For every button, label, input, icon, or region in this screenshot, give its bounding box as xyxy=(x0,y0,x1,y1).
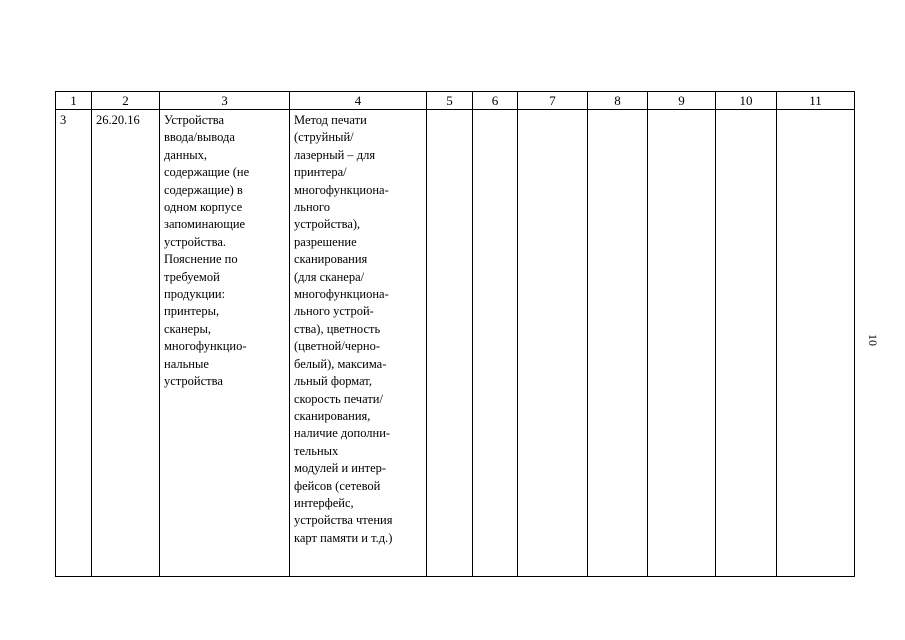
empty-cell-8 xyxy=(588,110,648,577)
characteristics-cell xyxy=(290,110,427,577)
okpd-code-cell: 26.20.16 xyxy=(92,110,160,577)
product-name-line: сканеры, xyxy=(164,321,211,336)
empty-cell-7 xyxy=(518,110,588,577)
table-header-row xyxy=(56,92,855,110)
product-name-line: устройства. xyxy=(164,234,227,249)
product-name-line: продукции: xyxy=(164,287,226,302)
characteristics-line: карт памяти и т.д.) xyxy=(294,530,393,545)
product-name-line: требуемой xyxy=(164,269,220,284)
product-name-cell xyxy=(160,110,290,577)
product-name-line: устройства xyxy=(164,374,223,389)
product-name-line: многофункцио- xyxy=(164,339,247,354)
characteristics-line: принтера/ xyxy=(294,165,347,180)
product-name-line: содержащие (не xyxy=(164,165,250,180)
column-number-8: 8 xyxy=(588,92,648,110)
characteristics-line: интерфейс, xyxy=(294,495,354,510)
characteristics-line: модулей и интер- xyxy=(294,461,387,476)
characteristics-line: (цветной/черно- xyxy=(294,339,380,354)
characteristics-line: устройства), xyxy=(294,217,361,232)
empty-cell-11 xyxy=(777,110,855,577)
empty-cell-10 xyxy=(716,110,777,577)
characteristics-line: льного устрой- xyxy=(294,304,374,319)
characteristics-line: устройства чтения xyxy=(294,513,393,528)
column-number-2: 2 xyxy=(92,92,160,110)
product-name-line: Устройства xyxy=(164,113,224,127)
characteristics-line: (для сканера/ xyxy=(294,269,365,284)
column-number-9: 9 xyxy=(648,92,716,110)
product-name-line: принтеры, xyxy=(164,304,220,319)
characteristics-line: белый), максима- xyxy=(294,356,387,371)
table-row xyxy=(56,110,855,577)
column-number-11: 11 xyxy=(777,92,855,110)
characteristics-line: сканирования, xyxy=(294,408,371,423)
empty-cell-9 xyxy=(648,110,716,577)
characteristics-line: ства), цветность xyxy=(294,321,381,336)
row-number-cell: 3 xyxy=(56,110,92,577)
empty-cell-5 xyxy=(427,110,473,577)
column-number-10: 10 xyxy=(716,92,777,110)
product-name-line: содержащие) в xyxy=(164,182,243,197)
characteristics-line: (струйный/ xyxy=(294,130,354,145)
characteristics-line: многофункциона- xyxy=(294,287,389,302)
characteristics-line: льного xyxy=(294,200,330,215)
column-number-7: 7 xyxy=(518,92,588,110)
page-number: 10 xyxy=(866,334,880,346)
characteristics-line: наличие дополни- xyxy=(294,426,391,441)
characteristics-line: сканирования xyxy=(294,252,368,267)
characteristics-line: тельных xyxy=(294,443,339,458)
empty-cell-6 xyxy=(473,110,518,577)
characteristics-line: льный формат, xyxy=(294,374,372,389)
product-name-line: Пояснение по xyxy=(164,252,238,267)
characteristics-line: разрешение xyxy=(294,234,357,249)
product-name-line: нальные xyxy=(164,356,209,371)
column-number-3: 3 xyxy=(160,92,290,110)
characteristics-line: многофункциона- xyxy=(294,182,389,197)
column-number-6: 6 xyxy=(473,92,518,110)
characteristics-line: фейсов (сетевой xyxy=(294,478,381,493)
specification-table xyxy=(55,91,855,577)
column-number-4: 4 xyxy=(290,92,427,110)
product-name-line: данных, xyxy=(164,147,208,162)
product-name-line: одном корпусе xyxy=(164,200,243,215)
characteristics-line: лазерный – для xyxy=(294,147,376,162)
product-name-line: ввода/вывода xyxy=(164,130,235,145)
product-name-line: запоминающие xyxy=(164,217,246,232)
column-number-1: 1 xyxy=(56,92,92,110)
characteristics-line: Метод печати xyxy=(294,113,367,127)
characteristics-line: скорость печати/ xyxy=(294,391,383,406)
column-number-5: 5 xyxy=(427,92,473,110)
